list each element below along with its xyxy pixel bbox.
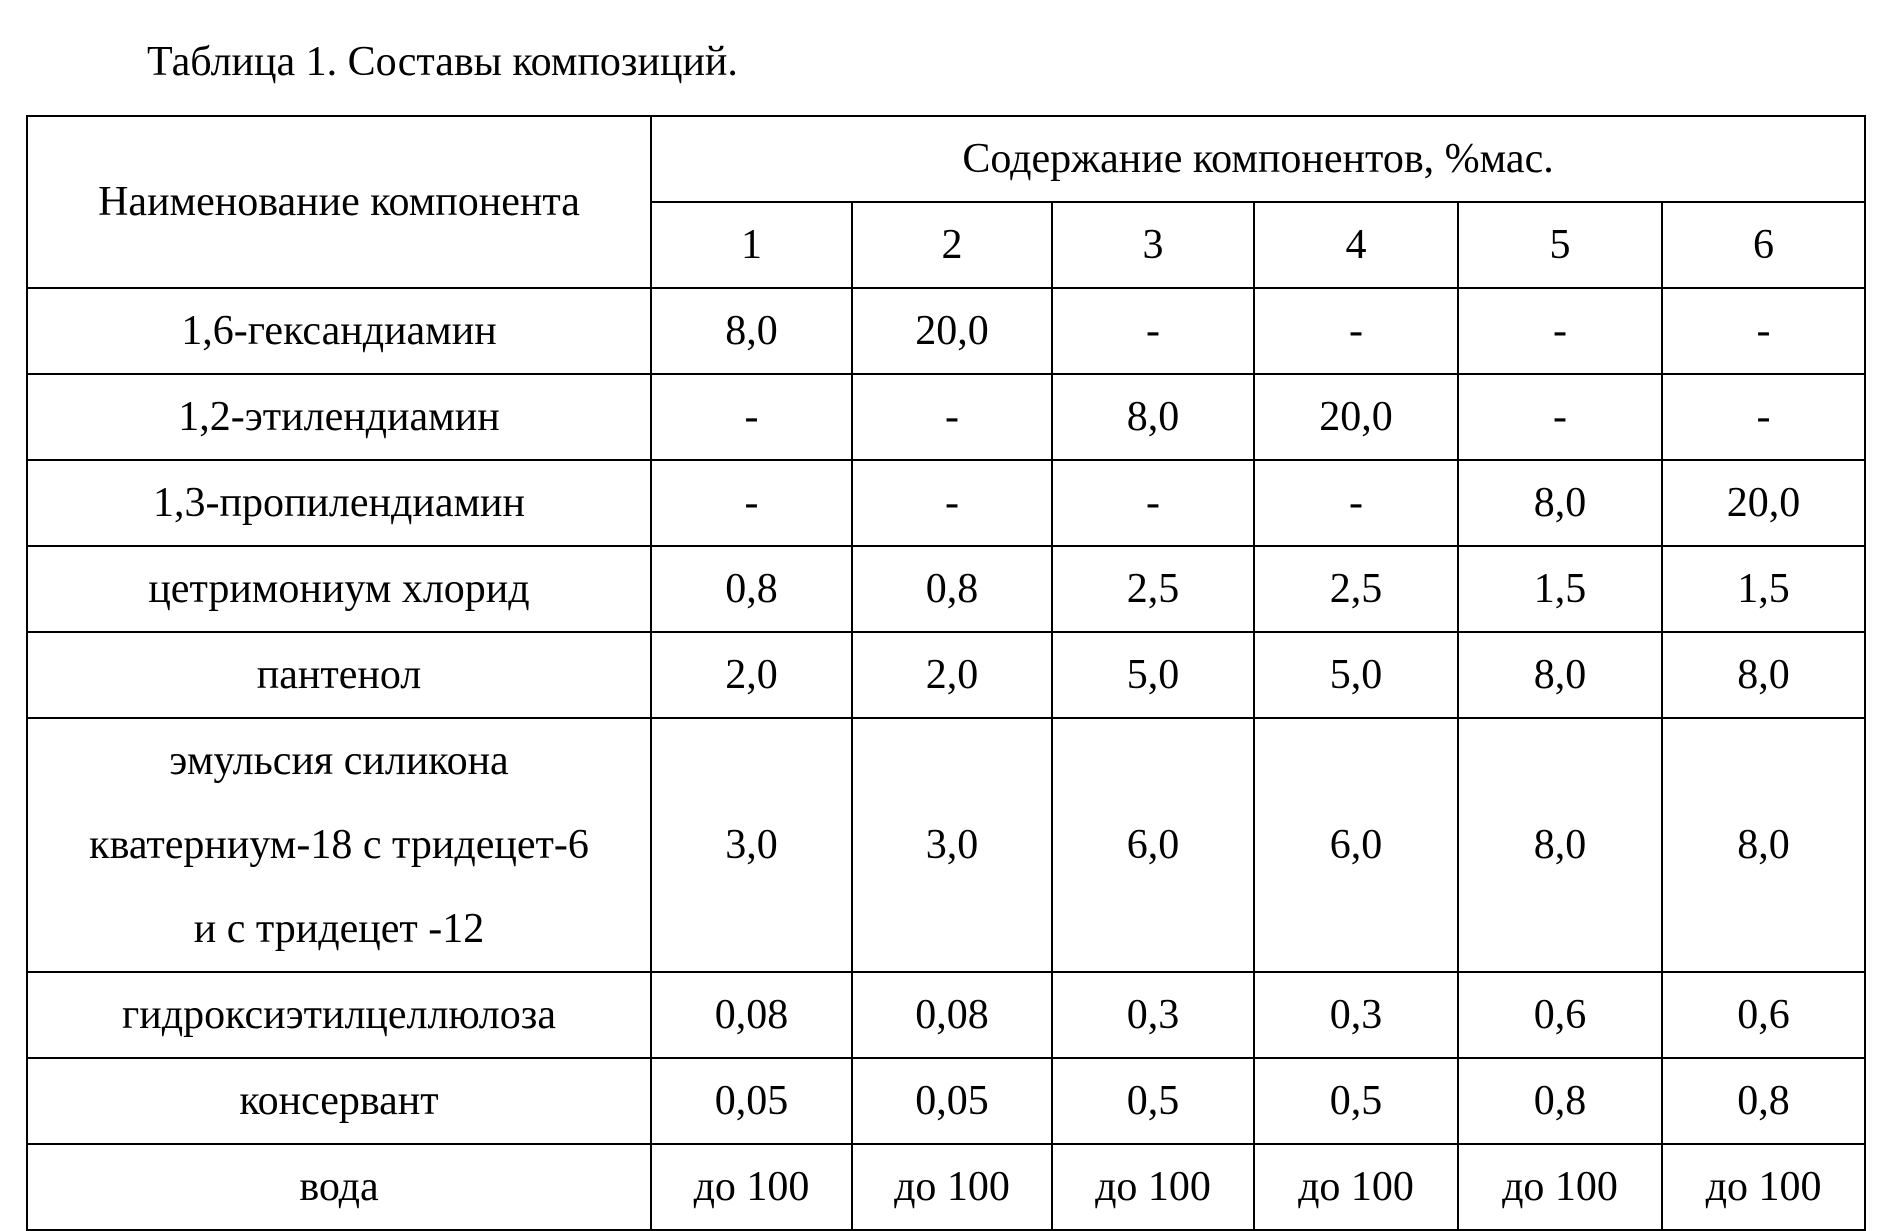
content-value-cell: 0,3	[1254, 972, 1458, 1058]
component-name-line: 1,2-этилендиамин	[178, 394, 500, 440]
content-value-cell: -	[1052, 460, 1254, 546]
component-name-cell	[27, 632, 651, 718]
component-name-line: гидроксиэтилцеллюлоза	[122, 992, 556, 1038]
content-value-cell: 20,0	[1662, 460, 1865, 546]
content-value-cell: 0,6	[1662, 972, 1865, 1058]
component-name-line: 1,6-гександиамин	[181, 308, 497, 354]
table-row	[27, 718, 1865, 972]
component-name-line: пантенол	[256, 652, 422, 698]
content-value-cell: -	[852, 374, 1052, 460]
content-value-cell: 6,0	[1254, 718, 1458, 972]
component-name-cell	[27, 972, 651, 1058]
component-name-cell	[27, 1144, 651, 1230]
content-value-cell: 8,0	[1458, 632, 1662, 718]
component-name-cell	[27, 288, 651, 374]
content-value-cell: -	[852, 460, 1052, 546]
table-row	[27, 546, 1865, 632]
content-value-cell: до 100	[1458, 1144, 1662, 1230]
component-name-cell	[27, 546, 651, 632]
content-value-cell: 1,5	[1458, 546, 1662, 632]
content-value-cell: -	[1458, 374, 1662, 460]
content-value-cell: 8,0	[651, 288, 852, 374]
content-value-cell: -	[1662, 374, 1865, 460]
header-row	[27, 116, 1865, 202]
content-value-cell: 8,0	[1458, 718, 1662, 972]
content-value-cell: 0,05	[852, 1058, 1052, 1144]
table-caption: Таблица 1. Составы композиций.	[147, 39, 738, 85]
component-name-line: вода	[299, 1164, 379, 1210]
content-value-cell: -	[1458, 288, 1662, 374]
content-value-cell: 0,3	[1052, 972, 1254, 1058]
content-value-cell: 20,0	[852, 288, 1052, 374]
content-value-cell: до 100	[1052, 1144, 1254, 1230]
composition-number-header: 6	[1662, 202, 1865, 288]
component-name-line: кватерниум-18 с тридецет-6	[89, 822, 589, 868]
content-value-cell: 8,0	[1458, 460, 1662, 546]
content-value-cell: -	[1254, 460, 1458, 546]
table-row	[27, 1144, 1865, 1230]
content-value-cell: 2,5	[1254, 546, 1458, 632]
content-value-cell: 2,0	[651, 632, 852, 718]
content-value-cell: 0,08	[852, 972, 1052, 1058]
table-row	[27, 374, 1865, 460]
content-value-cell: 5,0	[1052, 632, 1254, 718]
content-value-cell: -	[1254, 288, 1458, 374]
composition-number-header: 1	[651, 202, 852, 288]
component-name-line: цетримониум хлорид	[148, 566, 530, 612]
content-value-cell: до 100	[651, 1144, 852, 1230]
table-row	[27, 632, 1865, 718]
content-value-cell: 0,8	[1662, 1058, 1865, 1144]
content-value-cell: 0,8	[651, 546, 852, 632]
component-name-cell	[27, 374, 651, 460]
content-value-cell: 1,5	[1662, 546, 1865, 632]
content-value-cell: 0,6	[1458, 972, 1662, 1058]
content-value-cell: до 100	[1254, 1144, 1458, 1230]
table-row	[27, 460, 1865, 546]
content-value-cell: 2,0	[852, 632, 1052, 718]
table-row	[27, 1058, 1865, 1144]
content-value-cell: 3,0	[651, 718, 852, 972]
component-name-cell	[27, 718, 651, 972]
content-value-cell: -	[651, 460, 852, 546]
content-value-cell: 0,5	[1052, 1058, 1254, 1144]
table-row	[27, 288, 1865, 374]
component-name-line: 1,3-пропилендиамин	[152, 480, 525, 526]
content-value-cell: 0,5	[1254, 1058, 1458, 1144]
content-value-cell: 8,0	[1662, 632, 1865, 718]
component-name-header: Наименование компонента	[27, 116, 651, 288]
content-value-cell: до 100	[852, 1144, 1052, 1230]
composition-number-header: 2	[852, 202, 1052, 288]
content-value-cell: 20,0	[1254, 374, 1458, 460]
content-value-cell: 0,08	[651, 972, 852, 1058]
composition-number-header: 4	[1254, 202, 1458, 288]
content-value-cell: до 100	[1662, 1144, 1865, 1230]
component-name-line: эмульсия силикона	[169, 738, 509, 784]
content-value-cell: 0,05	[651, 1058, 852, 1144]
content-value-cell: 0,8	[852, 546, 1052, 632]
content-value-cell: -	[1052, 288, 1254, 374]
component-name-line: и с тридецет -12	[193, 906, 485, 952]
content-value-cell: 2,5	[1052, 546, 1254, 632]
composition-number-header: 5	[1458, 202, 1662, 288]
content-group-header: Содержание компонентов, %мас.	[651, 116, 1865, 202]
table-row	[27, 972, 1865, 1058]
composition-number-header: 3	[1052, 202, 1254, 288]
component-name-line: консервант	[239, 1078, 439, 1124]
content-value-cell: 0,8	[1458, 1058, 1662, 1144]
content-value-cell: -	[651, 374, 852, 460]
content-value-cell: -	[1662, 288, 1865, 374]
content-value-cell: 3,0	[852, 718, 1052, 972]
composition-table	[26, 115, 1866, 1231]
content-value-cell: 8,0	[1052, 374, 1254, 460]
content-value-cell: 6,0	[1052, 718, 1254, 972]
component-name-cell	[27, 460, 651, 546]
content-value-cell: 8,0	[1662, 718, 1865, 972]
component-name-cell	[27, 1058, 651, 1144]
content-value-cell: 5,0	[1254, 632, 1458, 718]
